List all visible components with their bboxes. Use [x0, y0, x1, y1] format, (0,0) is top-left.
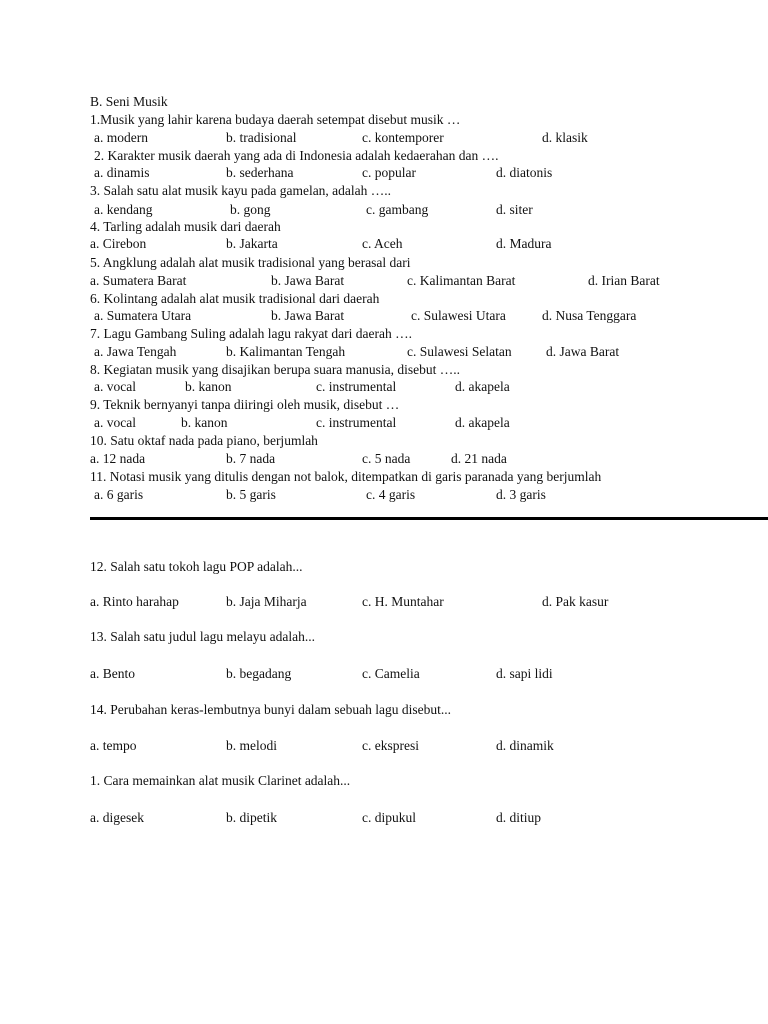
- option-a: a. tempo: [90, 738, 137, 753]
- option-d: d. Pak kasur: [542, 594, 609, 609]
- option-b: b. melodi: [226, 738, 277, 753]
- option-c: c. kontemporer: [362, 130, 444, 145]
- option-d: d. Madura: [496, 236, 552, 251]
- option-c: c. Aceh: [362, 236, 403, 251]
- option-c: c. ekspresi: [362, 738, 419, 753]
- option-b: b. Kalimantan Tengah: [226, 344, 346, 359]
- option-b: b. begadang: [226, 666, 292, 681]
- option-d: d. Nusa Tenggara: [542, 308, 637, 323]
- option-b: b. tradisional: [226, 130, 297, 145]
- option-a: a. digesek: [90, 810, 144, 825]
- question-text: 3. Salah satu alat musik kayu pada gamelan, adalah …..: [90, 183, 392, 198]
- option-b: b. Jaja Miharja: [226, 594, 307, 609]
- option-c: c. 5 nada: [362, 451, 411, 466]
- option-b: b. gong: [230, 202, 271, 217]
- option-b: b. sederhana: [226, 165, 294, 180]
- option-c: c. H. Muntahar: [362, 594, 444, 609]
- option-c: c. 4 garis: [366, 487, 416, 502]
- question-text: 4. Tarling adalah musik dari daerah: [90, 219, 281, 234]
- option-a: a. Rinto harahap: [90, 594, 179, 609]
- question-text: 6. Kolintang adalah alat musik tradisional dari daerah: [90, 291, 380, 306]
- option-a: a. Sumatera Utara: [94, 308, 192, 323]
- section-divider: [90, 517, 768, 520]
- question-text: 11. Notasi musik yang ditulis dengan not balok, ditempatkan di garis paranada yang berjumlah: [90, 469, 602, 484]
- option-b: b. Jawa Barat: [271, 273, 345, 288]
- option-a: a. 12 nada: [90, 451, 146, 466]
- option-d: d. akapela: [455, 415, 510, 430]
- option-b: b. kanon: [181, 415, 228, 430]
- option-d: d. diatonis: [496, 165, 553, 180]
- option-d: d. siter: [496, 202, 533, 217]
- option-a: a. Sumatera Barat: [90, 273, 187, 288]
- option-c: c. instrumental: [316, 415, 397, 430]
- option-d: d. dinamik: [496, 738, 554, 753]
- option-a: a. Cirebon: [90, 236, 147, 251]
- question-text: 2. Karakter musik daerah yang ada di Indonesia adalah kedaerahan dan ….: [94, 148, 499, 163]
- option-d: d. 21 nada: [451, 451, 507, 466]
- option-a: a. vocal: [94, 415, 136, 430]
- option-b: b. dipetik: [226, 810, 277, 825]
- option-d: d. 3 garis: [496, 487, 546, 502]
- question-text: 13. Salah satu judul lagu melayu adalah...: [90, 629, 315, 644]
- option-d: d. Irian Barat: [588, 273, 660, 288]
- question-text: 14. Perubahan keras-lembutnya bunyi dalam sebuah lagu disebut...: [90, 702, 452, 717]
- option-a: a. 6 garis: [94, 487, 144, 502]
- option-b: b. Jakarta: [226, 236, 278, 251]
- option-c: c. Camelia: [362, 666, 420, 681]
- question-text: 5. Angklung adalah alat musik tradisional yang berasal dari: [90, 255, 411, 270]
- option-a: a. vocal: [94, 379, 136, 394]
- option-c: c. Sulawesi Utara: [411, 308, 506, 323]
- question-text: 12. Salah satu tokoh lagu POP adalah...: [90, 559, 303, 574]
- question-text: 9. Teknik bernyanyi tanpa diiringi oleh musik, disebut …: [90, 397, 400, 412]
- option-b: b. 7 nada: [226, 451, 276, 466]
- option-a: a. Jawa Tengah: [94, 344, 177, 359]
- option-c: c. dipukul: [362, 810, 416, 825]
- option-d: d. ditiup: [496, 810, 542, 825]
- option-a: a. modern: [94, 130, 148, 145]
- option-c: c. popular: [362, 165, 416, 180]
- option-c: c. gambang: [366, 202, 429, 217]
- option-d: d. sapi lidi: [496, 666, 553, 681]
- question-text: 8. Kegiatan musik yang disajikan berupa suara manusia, disebut …..: [90, 362, 461, 377]
- option-c: c. Sulawesi Selatan: [407, 344, 512, 359]
- option-b: b. kanon: [185, 379, 232, 394]
- question-text: 10. Satu oktaf nada pada piano, berjumlah: [90, 433, 318, 448]
- option-d: d. klasik: [542, 130, 588, 145]
- section-title: B. Seni Musik: [90, 94, 168, 109]
- question-text: 1. Cara memainkan alat musik Clarinet adalah...: [90, 773, 351, 788]
- option-a: a. kendang: [94, 202, 153, 217]
- option-b: b. Jawa Barat: [271, 308, 345, 323]
- option-d: d. akapela: [455, 379, 510, 394]
- option-c: c. Kalimantan Barat: [407, 273, 516, 288]
- question-text: 1.Musik yang lahir karena budaya daerah setempat disebut musik …: [90, 112, 461, 127]
- option-a: a. dinamis: [94, 165, 150, 180]
- option-b: b. 5 garis: [226, 487, 276, 502]
- question-text: 7. Lagu Gambang Suling adalah lagu rakyat dari daerah ….: [90, 326, 413, 341]
- option-d: d. Jawa Barat: [546, 344, 620, 359]
- option-c: c. instrumental: [316, 379, 397, 394]
- option-a: a. Bento: [90, 666, 135, 681]
